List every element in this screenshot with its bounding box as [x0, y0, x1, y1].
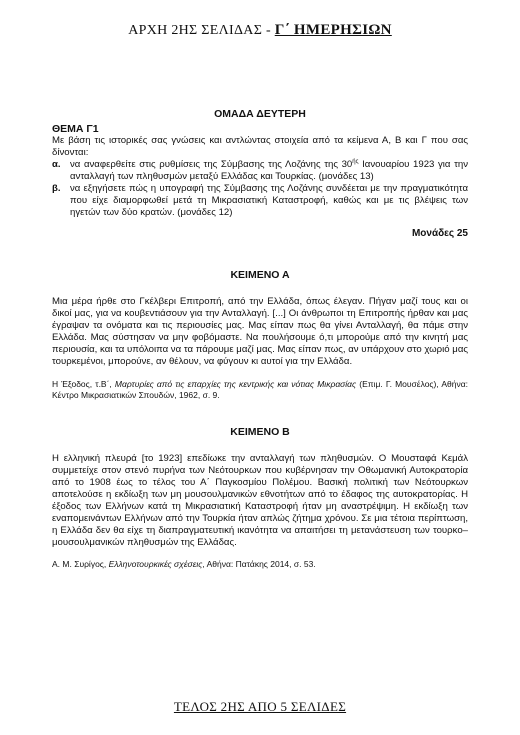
text-b-title: ΚΕΙΜΕΝΟ Β	[230, 426, 290, 438]
item-a-text-end: Ιανουαρίου 1923 για την ανταλλαγή των πληθυσμών μεταξύ Ελλάδας και Τουρκίας. (μονάδες 13)	[70, 159, 468, 182]
item-b-label: β.	[52, 183, 61, 194]
page-footer: ΤΕΛΟΣ 2ΗΣ ΑΠΟ 5 ΣΕΛΙΔΕΣ	[173, 699, 347, 714]
text-a-source-start: Η Έξοδος, τ.Β΄,	[52, 379, 115, 389]
item-a-text-start: να αναφερθείτε στις ρυθμίσεις της Σύμβασης της Λοζάνης της 30	[70, 159, 353, 170]
text-b-source-end: , Αθήνα: Πατάκης 2014, σ. 53.	[202, 559, 316, 569]
question-item-b	[52, 183, 468, 219]
text-a-source-title: Μαρτυρίες από τις επαρχίες της κεντρικής και νότιας Μικρασίας	[114, 379, 357, 389]
text-a-body: Μια μέρα ήρθε στο Γκέλβερι Επιτροπή, από την Ελλάδα, όπως έλεγαν. Πήγαν μαζί τους και οι δικοί μας, για να κουβεντιάσουν για την Ανταλλαγή. [...] Οι άνθρωποι τη Επιτροπής ήρθαν και μας έγραψαν τα ονόματα και τις περιουσίες μας. Μας είπαν πως θα γίνει Ανταλλαγή, θα πάμε στην Ελλάδα. Μας σύστησαν να μην φοβόμαστε. Να πουλήσουμε ό,τι μπορούμε από την κινητή μας περιουσία, και τα υπόλοιπα να τα πάρουμε μαζί μας. Μας είπαν πως, αν υπάρχουν στο χωριό μας τουρκεμένοι, μπορούνε, αν θέλουν, να φύγουν κι αυτοί για την Ελλάδα.	[52, 296, 468, 367]
item-b-text: να εξηγήσετε πώς η υπογραφή της Σύμβασης της Λοζάνης συνδέεται με την πραγματικότητα που είχε διαμορφωθεί μετά τη Μικρασιατική Καταστροφή, καθώς και με τις βλέψεις των ηγετών των δύο κρατών. (μονάδες 12)	[70, 183, 468, 218]
text-b-source-start: Α. Μ. Συρίγος,	[52, 559, 109, 569]
header-highlight: Γ΄ ΗΜΕΡΗΣΙΩΝ	[274, 22, 392, 38]
item-a-superscript: ής	[352, 158, 359, 165]
text-a-source-end: (Επιμ. Γ. Μουσέλος), Αθήνα: Κέντρο Μικρασιατικών Σπουδών, 1962, σ. 9.	[52, 379, 468, 400]
text-b-body: Η ελληνική πλευρά [το 1923] επεδίωκε την ανταλλαγή των πληθυσμών. Ο Μουσταφά Κεμάλ συμμετείχε στον στενό πυρήνα των Νεότουρκων που κυβέρνησαν την Οθωμανική Αυτοκρατορία από το 1908 έως το τέλος του Α΄ Παγκοσμίου Πολέμου. Βασική πολιτική των Νεότουρκων αποτελούσε η εκδίωξη των μη μουσουλμανικών εθνοτήτων από το έδαφος της αυτοκρατορίας. Η έξοδος των Ελλήνων κατά τη Μικρασιατική Καταστροφή ήταν μη αναστρέψιμη. Η εκδίωξη των εναπομεινάντων Ελλήνων από την Τουρκία ήταν απλώς ζήτημα χρόνου. Σε μια τέτοια περίπτωση, η Ελλάδα δεν θα είχε τη διαπραγματευτική ικανότητα να απαιτήσει τη μετανάστευση των τουρκο–μουσουλμανικών πληθυσμών της Ελλάδας.	[52, 453, 468, 548]
header-prefix: ΑΡΧΗ 2ΗΣ ΣΕΛΙΔΑΣ -	[128, 23, 275, 38]
text-a-title: ΚΕΙΜΕΝΟ Α	[230, 269, 290, 281]
page-content	[52, 108, 468, 570]
theme-title: ΘΕΜΑ Γ1	[52, 123, 99, 135]
question-item-a	[52, 159, 468, 183]
text-a-source	[52, 379, 468, 401]
item-a-text	[70, 159, 468, 183]
group-title: ΟΜΑΔΑ ΔΕΥΤΕΡΗ	[214, 108, 306, 120]
page-header	[0, 22, 520, 39]
text-b-source-title: Ελληνοτουρκικές σχέσεις	[108, 559, 203, 569]
text-b-source	[52, 559, 468, 570]
item-a-label: α.	[52, 159, 61, 170]
points-total: Μονάδες 25	[411, 228, 468, 239]
question-intro: Με βάση τις ιστορικές σας γνώσεις και αντλώντας στοιχεία από τα κείμενα Α, Β και Γ που σας δίνονται:	[52, 135, 468, 158]
